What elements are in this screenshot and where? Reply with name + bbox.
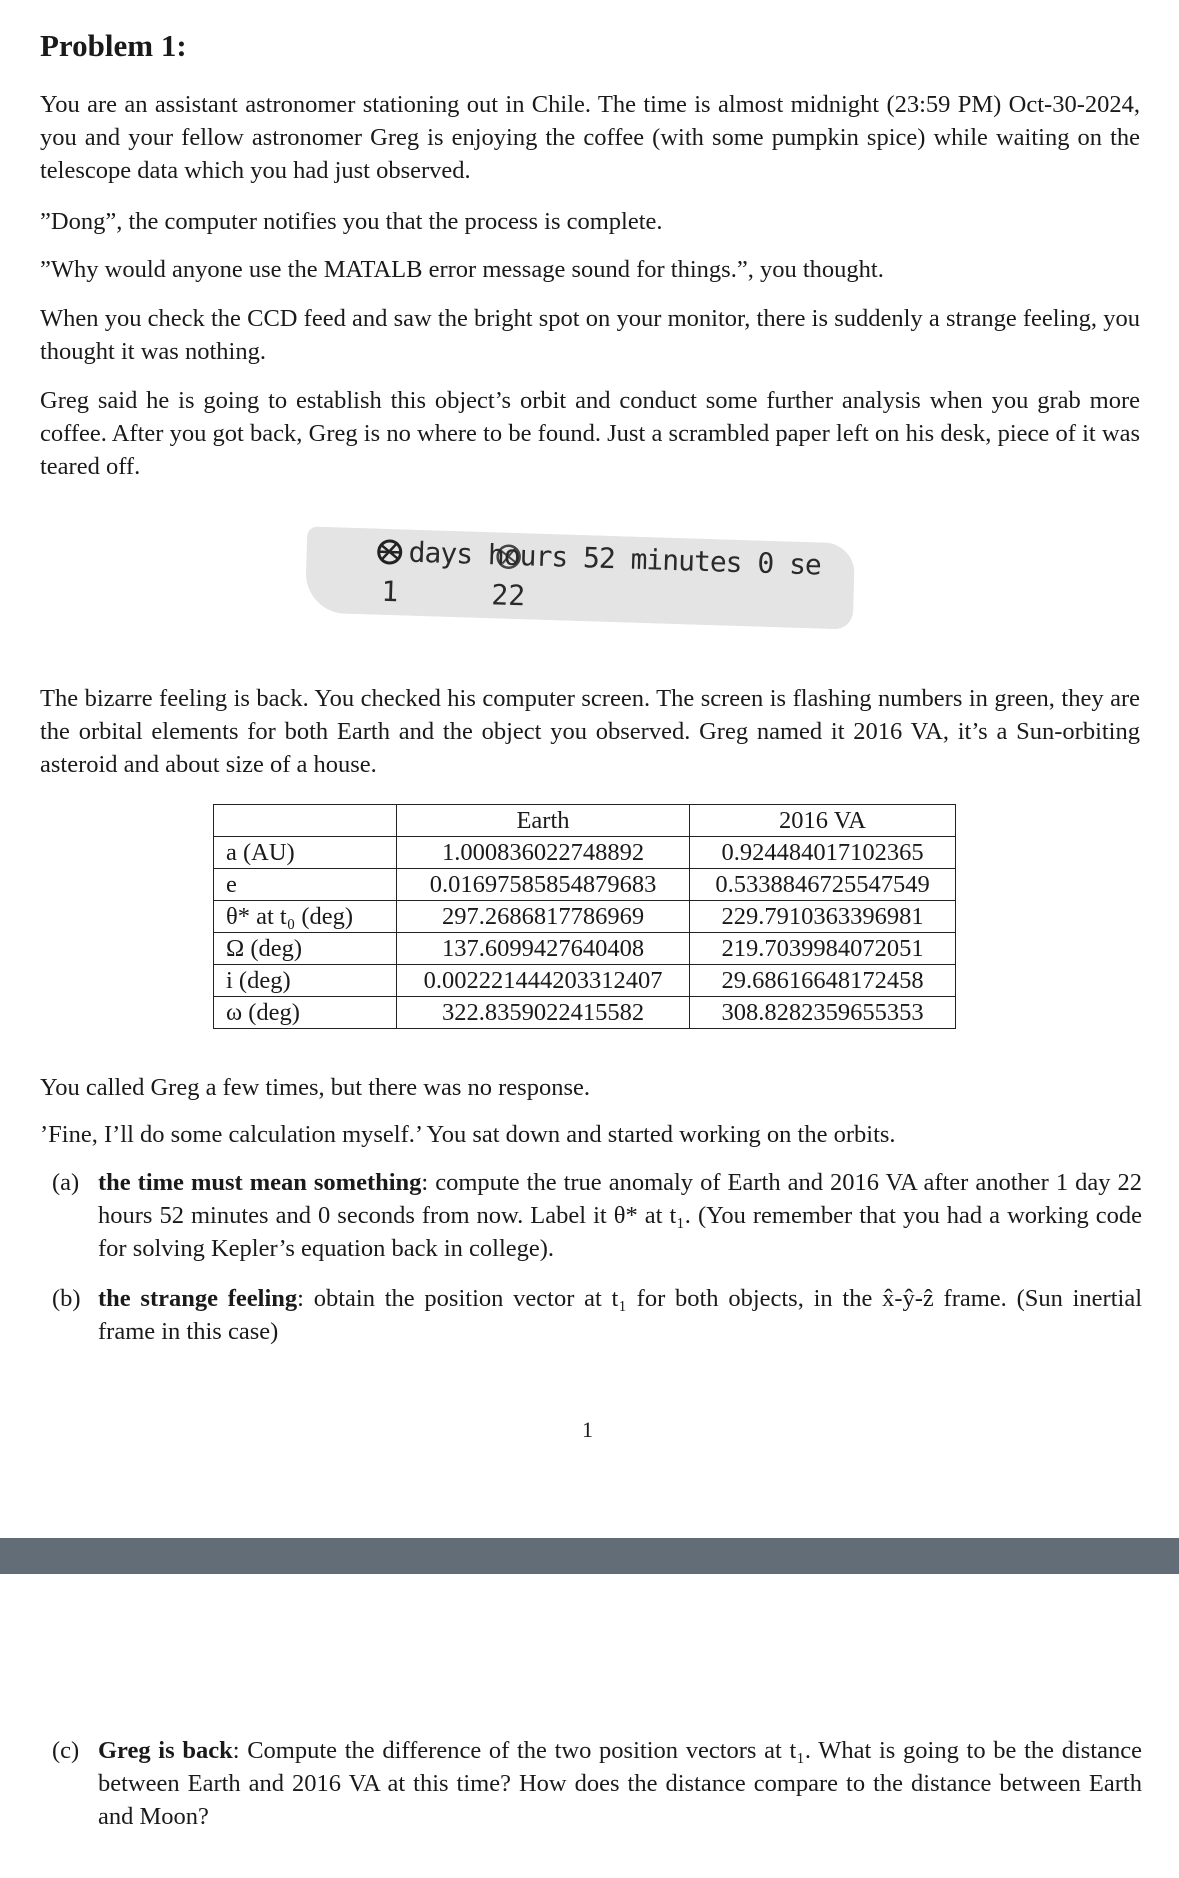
question-a	[52, 1166, 1142, 1265]
note-days-value: 1	[380, 574, 399, 609]
table-row	[214, 837, 956, 869]
paragraph-bizarre: The bizarre feeling is back. You checked his computer screen. The screen is flashing numbers in green, they are the orbital elements for both Earth and the object you observed. Greg named it 2016 VA, it’s a Sun-orbiting asteroid and about size of a house.	[40, 685, 1140, 778]
row-label: Ω (deg)	[214, 933, 397, 965]
paragraph-dong: ”Dong”, the computer notifies you that the process is complete.	[40, 208, 663, 235]
torn-paper-note	[305, 526, 855, 629]
page-2	[0, 1574, 1179, 1878]
question-a-heading: the time must mean something	[98, 1169, 422, 1196]
va-value: 308.8282359655353	[690, 997, 956, 1029]
va-value: 219.7039984072051	[690, 933, 956, 965]
paragraph-matlab: ”Why would anyone use the MATALB error message sound for things.”, you thought.	[40, 256, 884, 283]
question-c-text: : Compute the difference of the two position vectors at t₁. What is going to be the distance between Earth and 2016 VA at this time? How does the distance compare to the distance between Earth and Moon?	[98, 1737, 1142, 1830]
table-header-cell	[214, 805, 397, 837]
question-b-tag: (b)	[52, 1285, 81, 1312]
paragraph-intro: You are an assistant astronomer stationing out in Chile. The time is almost midnight (23:59 PM) Oct-30-2024, you and your fellow astronomer Greg is enjoying the coffee (with some pumpkin spice) while waiting on the telescope data which you had just observed.	[40, 91, 1140, 184]
question-b-heading: the strange feeling	[98, 1285, 298, 1312]
row-label: θ* at t₀ (deg)	[214, 901, 397, 933]
table-header-cell: Earth	[397, 805, 690, 837]
earth-value: 0.01697585854879683	[397, 869, 690, 901]
va-value: 0.924484017102365	[690, 837, 956, 869]
va-value: 29.68616648172458	[690, 965, 956, 997]
table-header-row	[214, 805, 956, 837]
earth-value: 297.2686817786969	[397, 901, 690, 933]
earth-value: 0.002221444203312407	[397, 965, 690, 997]
scribble-mark-icon	[374, 537, 405, 568]
note-hours-value: 22	[490, 578, 526, 613]
page-number: 1	[582, 1417, 593, 1442]
question-b-body	[98, 1282, 1142, 1348]
table-header-cell: 2016 VA	[690, 805, 956, 837]
question-a-text: : compute the true anomaly of Earth and 2016 VA after another 1 day 22 hours 52 minutes and 0 seconds from now. Label it θ* at t₁. (You remember that you had a working code for solving Kepler’s equation back in college).	[98, 1169, 1142, 1262]
question-a-body	[98, 1166, 1142, 1265]
question-a-tag: (a)	[52, 1169, 80, 1196]
paragraph-called: You called Greg a few times, but there was no response.	[40, 1074, 590, 1101]
question-c	[52, 1734, 1142, 1833]
question-b-text: : obtain the position vector at t₁ for both objects, in the x̂-ŷ-ẑ frame. (Sun inertial frame in this case)	[98, 1285, 1143, 1345]
row-label: i (deg)	[214, 965, 397, 997]
va-value: 0.5338846725547549	[690, 869, 956, 901]
row-label: e	[214, 869, 397, 901]
table-row	[214, 901, 956, 933]
row-label: ω (deg)	[214, 997, 397, 1029]
table-row	[214, 933, 956, 965]
earth-value: 1.000836022748892	[397, 837, 690, 869]
table-row	[214, 965, 956, 997]
question-c-tag: (c)	[52, 1737, 80, 1764]
question-b	[52, 1282, 1142, 1348]
paragraph-ccd: When you check the CCD feed and saw the bright spot on your monitor, there is suddenly a strange feeling, you thought it was nothing.	[40, 305, 1140, 365]
question-c-body	[98, 1734, 1142, 1833]
problem-title: Problem 1:	[40, 28, 187, 63]
table-row	[214, 997, 956, 1029]
table-row	[214, 869, 956, 901]
page-divider	[0, 1538, 1179, 1574]
question-c-heading: Greg is back	[98, 1737, 233, 1764]
orbital-elements-table	[213, 804, 956, 1029]
paragraph-greg: Greg said he is going to establish this object’s orbit and conduct some further analysis when you grab more coffee. After you got back, Greg is no where to be found. Just a scrambled paper left on his desk, piece of it was teared off.	[40, 387, 1140, 480]
va-value: 229.7910363396981	[690, 901, 956, 933]
earth-value: 322.8359022415582	[397, 997, 690, 1029]
earth-value: 137.6099427640408	[397, 933, 690, 965]
note-text-line: days hours 52 minutes 0 se	[408, 535, 822, 582]
paragraph-fine: ’Fine, I’ll do some calculation myself.’ You sat down and started working on the orbits.	[40, 1121, 896, 1148]
row-label: a (AU)	[214, 837, 397, 869]
